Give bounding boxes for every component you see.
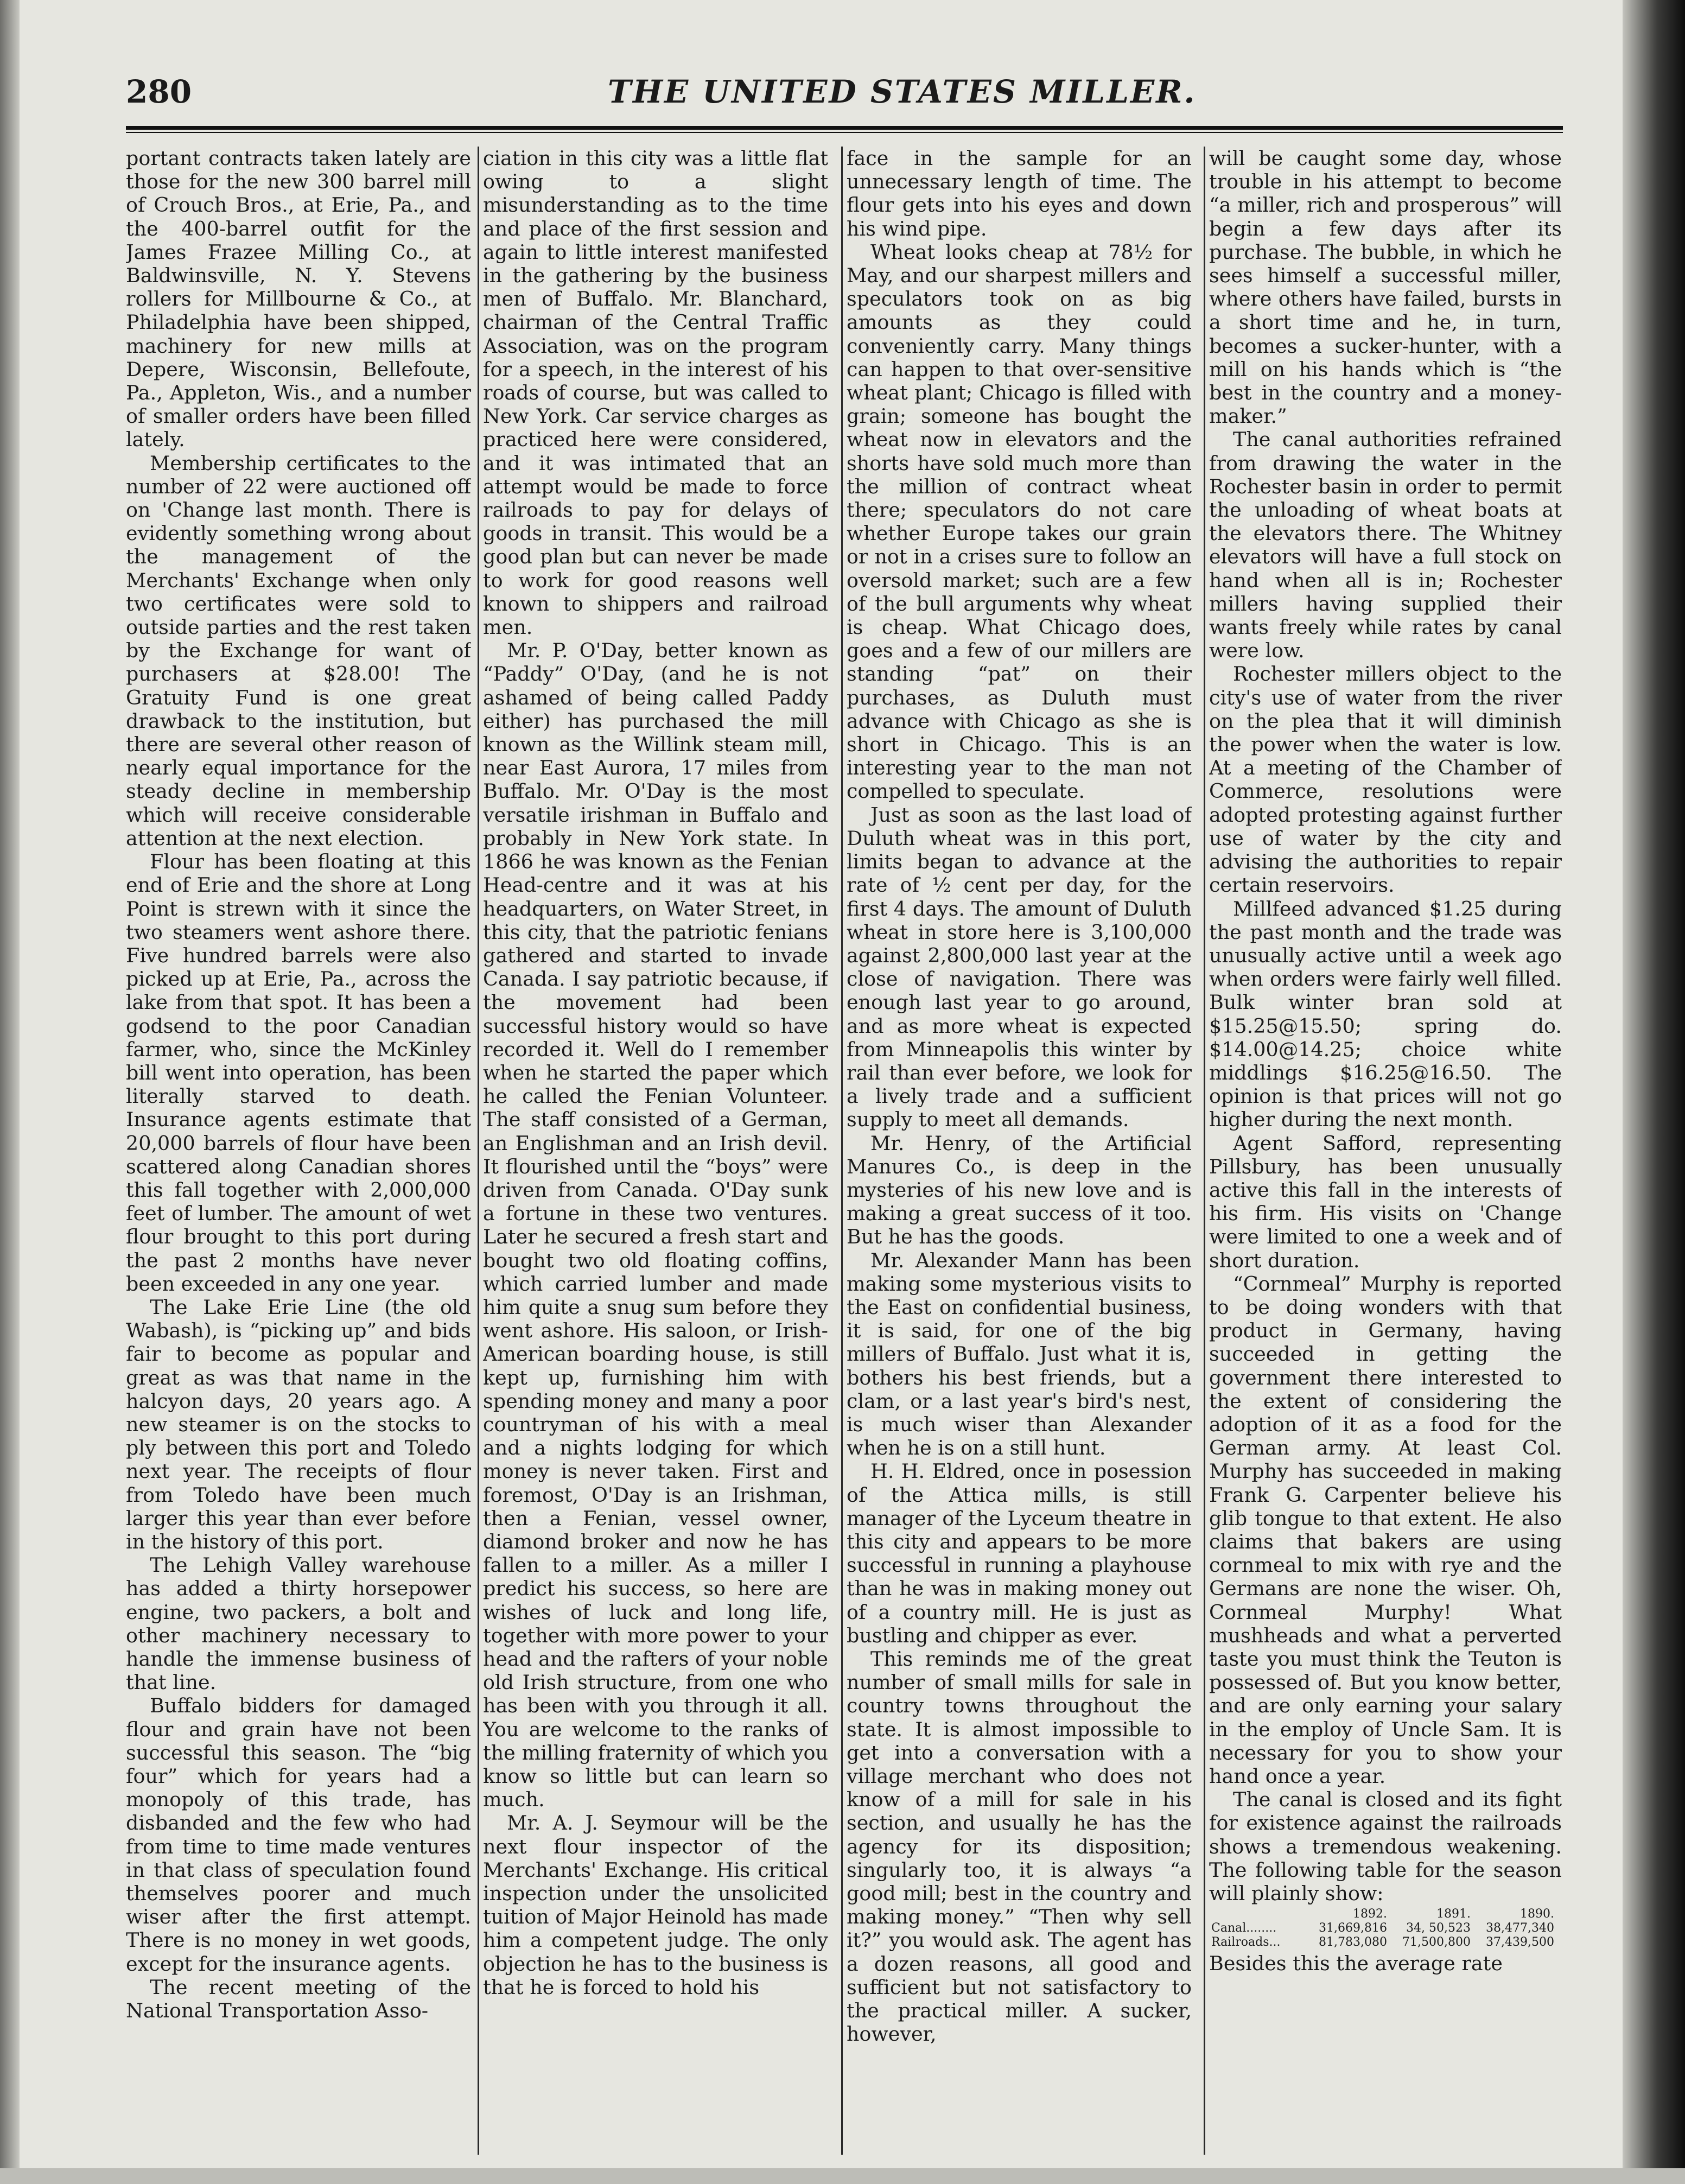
paragraph: ciation in this city was a little flat owing to a slight misunderstanding as to the time and place of the first session and again to little interest manifested in the gathering by the business men of Buffalo. Mr. Blanchard, chairman of the Central Traffic Association, was on the program for a speech, in the interest of his roads of course, but was called to New York. Car service charges as practiced here were considered, and it was intimated that an attempt would be made to force railroads to pay for delays of goods in transit. This would be a good plan but can never be made to work for good reasons well known to shippers and railroad men.	[483, 147, 828, 639]
table-header-1891: 1891.	[1436, 1907, 1471, 1921]
table-cell: 34, 50,523	[1406, 1921, 1471, 1935]
text-column-3	[847, 147, 1192, 2166]
paragraph: Buffalo bidders for damaged flour and grain have not been successful this season. The “big four” which for years had a monopoly of this trade, has disbanded and the few who had from time to time made ventures in that class of speculation found themselves poorer and much wiser after the first attempt. There is no money in wet goods, except for the insurance agents.	[126, 1694, 471, 1976]
paragraph: H. H. Eldred, once in posession of the Attica mills, is still manager of the Lyceum theatre in this city and appears to be more successful in running a playhouse than he was in making money out of a country mill. He is just as bustling and chipper as ever.	[847, 1459, 1192, 1647]
table-header-1892: 1892.	[1353, 1907, 1387, 1921]
paragraph: “Cornmeal” Murphy is reported to be doing wonders with that product in Germany, having succeeded in getting the government there interested to the extent of considering the adoption of it as a food for the German army. At least Col. Murphy has succeeded in making Frank G. Carpenter believe his glib tongue to that extent. He also claims that bakers are using cornmeal to mix with rye and the Germans are none the wiser. Oh, Cornmeal Murphy! What mushheads and what a perverted taste you must think the Teuton is possessed of. But you know better, and are only earning your salary in the employ of Uncle Sam. It is necessary for you to show your hand once a year.	[1209, 1272, 1562, 1788]
table-cell: 71,500,800	[1402, 1935, 1471, 1950]
table-row	[1209, 1935, 1556, 1950]
paragraph: The canal authorities refrained from drawing the water in the Rochester basin in order to permit the unloading of wheat boats at the elevators there. The Whitney elevators will have a full stock on hand when all is in; Rochester millers having supplied their wants freely while rates by canal were low.	[1209, 428, 1562, 663]
column-4-paragraphs	[1209, 147, 1562, 1905]
paragraph: The Lake Erie Line (the old Wabash), is “picking up” and bids fair to become as popular and great as was that name in the halcyon days, 20 years ago. A new steamer is on the stocks to ply between this port and Toledo next year. The receipts of flour from Toledo have been much larger this year than ever before in the history of this port.	[126, 1295, 471, 1553]
running-title: THE UNITED STATES MILLER.	[608, 73, 1197, 110]
paragraph: face in the sample for an unnecessary length of time. The flour gets into his eyes and down his wind pipe.	[847, 147, 1192, 240]
paragraph: The canal is closed and its fight for existence against the railroads shows a tremendous weakening. The following table for the season will plainly show:	[1209, 1788, 1562, 1906]
paragraph: Flour has been floating at this end of Erie and the shore at Long Point is strewn with it since the two steamers went ashore there. Five hundred barrels were also picked up at Erie, Pa., across the lake from that spot. It has been a godsend to the poor Canadian farmer, who, since the McKinley bill went into operation, has been literally starved to death. Insurance agents estimate that 20,000 barrels of flour have been scattered along Canadian shores this fall together with 2,000,000 feet of lumber. The amount of wet flour brought to this port during the past 2 months have never been exceeded in any one year.	[126, 850, 471, 1296]
paragraph: Mr. Alexander Mann has been making some mysterious visits to the East on confidential business, it is said, for one of the big millers of Buffalo. Just what it is, bothers his best friends, but a clam, or a last year's bird's nest, is much wiser than Alexander when he is on a still hunt.	[847, 1248, 1192, 1460]
paragraph: This reminds me of the great number of small mills for sale in country towns throughout the state. It is almost impossible to get into a conversation with a village merchant who does not know of a mill for sale in his section, and usually he has the agency for its disposition; singularly too, it is always “a good mill; best in the country and making money.” “Then why sell it?” you would ask. The agent has a dozen reasons, all good and sufficient but not satisfactory to the practical miller. A sucker, however,	[847, 1647, 1192, 2046]
paragraph: Mr. A. J. Seymour will be the next flour inspector of the Merchants' Exchange. His critical inspection under the unsolicited tuition of Major Heinold has made him a competent judge. The only objection he has to the business is that he is forced to hold his	[483, 1811, 828, 1999]
paragraph: portant contracts taken lately are those for the new 300 barrel mill of Crouch Bros., at Erie, Pa., and the 400-barrel outfit for the James Frazee Milling Co., at Baldwinsville, N. Y. Stevens rollers for Millbourne & Co., at Philadelphia have been shipped, machinery for new mills at Depere, Wisconsin, Bellefoute, Pa., Appleton, Wis., and a number of smaller orders have been filled lately.	[126, 147, 471, 452]
paragraph: will be caught some day, whose trouble in his attempt to become “a miller, rich and prosperous” will begin a few days after its purchase. The bubble, in which he sees himself a successful miller, where others have failed, bursts in a short time and he, in turn, becomes a sucker-hunter, with a mill on his hands which is “the best in the country and a money-maker.”	[1209, 147, 1562, 428]
text-column-2	[483, 147, 828, 2166]
paragraph: Millfeed advanced $1.25 during the past month and the trade was unusually active until a week ago when orders were fairly well filled. Bulk winter bran sold at $15.25@15.50; spring do. $14.00@14.25; choice white middlings $16.25@16.50. The opinion is that prices will not go higher during the next month.	[1209, 897, 1562, 1132]
table-row-label: Railroads...	[1211, 1935, 1281, 1950]
table-header-row	[1209, 1907, 1556, 1921]
table-cell: 81,783,080	[1319, 1935, 1387, 1950]
table-cell	[1209, 1907, 1306, 1921]
column-rule	[841, 147, 843, 2155]
table-row-label: Canal........	[1211, 1921, 1277, 1935]
table-cell: 31,669,816	[1319, 1921, 1387, 1935]
paragraph: Agent Safford, representing Pillsbury, has been unusually active this fall in the interests of his firm. His visits on 'Change were limited to one a week and of short duration.	[1209, 1131, 1562, 1272]
paragraph: Mr. P. O'Day, better known as “Paddy” O'Day, (and he is not ashamed of being called Paddy either) has purchased the mill known as the Willink steam mill, near East Aurora, 17 miles from Buffalo. Mr. O'Day is the most versatile irishman in Buffalo and probably in New York state. In 1866 he was known as the Fenian Head-centre and it was at his headquarters, on Water Street, in this city, that the patriotic fenians gathered and started to invade Canada. I say patriotic because, if the movement had been successful history would so have recorded it. Well do I remember when he started the paper which he called the Fenian Volunteer. The staff consisted of a German, an Englishman and an Irish devil. It flourished until the “boys” were driven from Canada. O'Day sunk a fortune in these two ventures. Later he secured a fresh start and bought two old floating coffins, which carried lumber and made him quite a snug sum before they went ashore. His saloon, or Irish-American boarding house, is still kept up, furnishing him with spending money and many a poor countryman of his with a meal and a nights lodging for which money is never taken. First and foremost, O'Day is an Irishman, then a Fenian, vessel owner, diamond broker and now he has fallen to a miller. As a miller I predict his success, so here are wishes of luck and long life, together with more power to your head and the rafters of your noble old Irish structure, from one who has been with you through it all. You are welcome to the ranks of the milling fraternity of which you know so little but can learn so much.	[483, 639, 828, 1812]
canal-railroad-shipments-table	[1209, 1907, 1556, 1950]
paragraph: The recent meeting of the National Transportation Asso-	[126, 1975, 471, 2023]
text-column-1	[126, 147, 471, 2166]
binding-shadow	[0, 0, 20, 2184]
table-header-1890: 1890.	[1520, 1907, 1554, 1921]
paragraph: Rochester millers object to the city's use of water from the river on the plea that it will diminish the power when the water is low. At a meeting of the Chamber of Commerce, resolutions were adopted protesting against further use of water by the city and advising the authorities to repair certain reservoirs.	[1209, 662, 1562, 897]
paragraph: The Lehigh Valley warehouse has added a thirty horsepower engine, two packers, a bolt and other machinery necessary to handle the immense business of that line.	[126, 1553, 471, 1694]
column-rule	[1204, 147, 1205, 2155]
text-column-4	[1209, 147, 1562, 2166]
paragraph: Mr. Henry, of the Artificial Manures Co., is deep in the mysteries of his new love and is making a great success of it too. But he has the goods.	[847, 1131, 1192, 1249]
page-number: 280	[126, 73, 192, 110]
page-bottom-edge	[0, 2168, 1685, 2184]
table-cell: 37,439,500	[1486, 1935, 1554, 1950]
closing-line: Besides this the average rate	[1209, 1952, 1503, 1976]
table-row	[1209, 1921, 1556, 1935]
header-rule	[126, 126, 1563, 133]
paragraph: Just as soon as the last load of Duluth wheat was in this port, limits began to advance at the rate of ½ cent per day, for the first 4 days. The amount of Duluth wheat in store here is 3,100,000 against 2,800,000 last year at the close of navigation. There was enough last year to go around, and as more wheat is expected from Minneapolis this winter by rail than ever before, we look for a lively trade and a sufficient supply to meet all demands.	[847, 803, 1192, 1132]
page-edge-shadow	[1623, 0, 1685, 2184]
table-cell: 38,477,340	[1486, 1921, 1554, 1935]
column-rule	[478, 147, 479, 2155]
paragraph: Membership certificates to the number of 22 were auctioned off on 'Change last month. There is evidently something wrong about the management of the Merchants' Exchange when only two certificates were sold to outside parties and the rest taken by the Exchange for want of purchasers at $28.00! The Gratuity Fund is one great drawback to the institution, but there are several other reason of nearly equal importance for the steady decline in membership which will receive considerable attention at the next election.	[126, 451, 471, 850]
paragraph: Wheat looks cheap at 78½ for May, and our sharpest millers and speculators took on as big amounts as they could conveniently carry. Many things can happen to that over-sensitive wheat plant; Chicago is filled with grain; someone has bought the wheat now in elevators and the shorts have sold much more than the million of contract wheat there; speculators do not care whether Europe takes our grain or not in a crises sure to follow an oversold market; such are a few of the bull arguments why wheat is cheap. What Chicago does, goes and a few of our millers are standing “pat” on their purchases, as Duluth must advance with Chicago as she is short in Chicago. This is an interesting year to the man not compelled to speculate.	[847, 240, 1192, 803]
